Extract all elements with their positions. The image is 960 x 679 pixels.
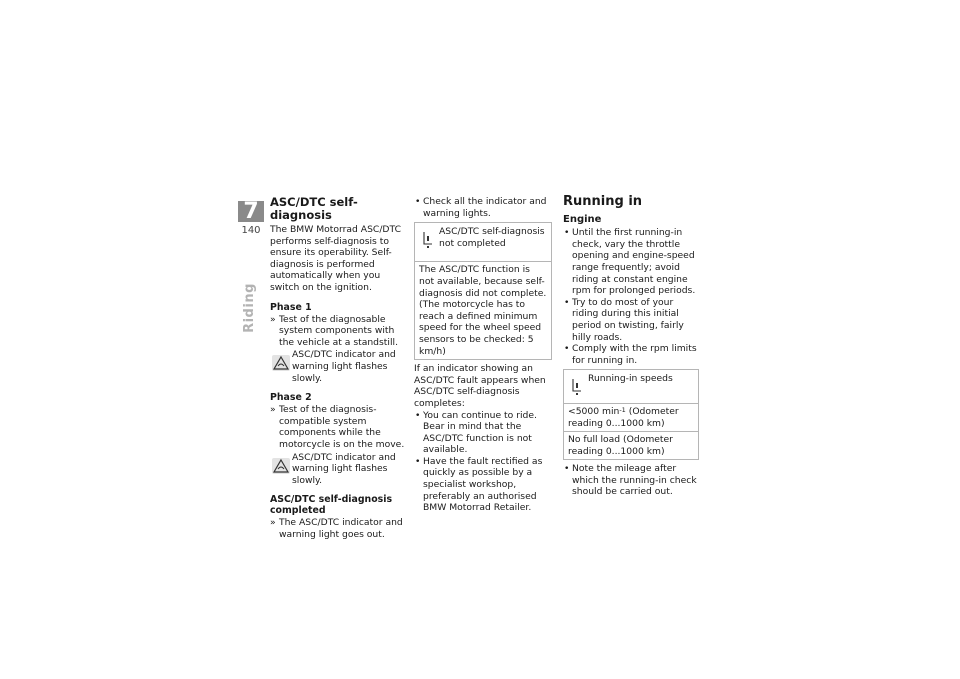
phase1-heading: Phase 1 (270, 301, 312, 313)
phase1-step: » Test of the diagnosable system components with the vehicle at a standstill. (270, 314, 407, 349)
box-header (415, 223, 551, 262)
column-check (414, 196, 552, 514)
warning-triangle-icon (272, 355, 290, 371)
fault-intro: If an indicator showing an ASC/DTC fault appears when ASC/DTC self-diagnosis completes: (414, 363, 546, 409)
rpm-limit: <5000 min (568, 405, 620, 417)
phase2-warning-text: ASC/DTC indicator and warning light flashes slowly. (292, 451, 396, 486)
section-label: Riding (242, 283, 257, 333)
column-self-diagnosis (270, 196, 407, 540)
page-number: 140 (241, 225, 261, 236)
box-title: ASC/DTC self-diagnosis not completed (439, 226, 545, 249)
list-item: • Until the first running-in check, vary the throttle opening and engine-speed range frequently; avoid riding at constant engine rpm for prolonged periods. (563, 227, 699, 297)
chapter-number: 7 (238, 201, 264, 222)
check-lights-bullet: • Check all the indicator and warning lights. (414, 196, 552, 219)
phase2-step: » Test of the diagnosis-compatible system components while the motorcycle is on the move. (270, 404, 407, 450)
list-item: • Comply with the rpm limits for running in. (563, 343, 699, 366)
list-item: • Try to do most of your riding during this initial period on twisting, fairly hilly roads. (563, 297, 699, 343)
diagnosis-not-completed-box (414, 222, 552, 360)
phase2-heading: Phase 2 (270, 392, 312, 404)
box-header (564, 370, 698, 404)
completed-heading: ASC/DTC self-diagnosis completed (270, 494, 393, 517)
section-title-running-in: Running in (563, 194, 643, 209)
box-title: Running-in speeds (588, 373, 673, 385)
speedometer-info-icon (571, 377, 583, 397)
rpm-exponent: -1 (619, 405, 626, 414)
phase1-warning (270, 349, 407, 384)
subsection-engine: Engine (563, 213, 602, 225)
box-body: The ASC/DTC function is not available, because self-diagnosis did not complete. (The motorcycle has to reach a defined minimum speed for the wheel speed sensors to be checked: 5 km/h) (419, 264, 547, 357)
section-title-self-diagnosis: ASC/DTC self- diagnosis (270, 195, 358, 222)
completed-step: » The ASC/DTC indicator and warning light goes out. (270, 517, 407, 540)
speedometer-info-icon (422, 230, 434, 250)
box-row-load: No full load (Odometer reading 0...1000 km) (564, 431, 698, 459)
intro-paragraph: The BMW Motorrad ASC/DTC performs self-diagnosis to ensure its operability. Self-diagnosis is performed automatically when you switch on the ignition. (270, 224, 401, 293)
list-item: • Have the fault rectified as quickly as possible by a specialist workshop, preferably an authorised BMW Motorrad Retailer. (414, 456, 552, 514)
phase1-warning-text: ASC/DTC indicator and warning light flashes slowly. (292, 349, 396, 384)
list-item: • You can continue to ride. Bear in mind that the ASC/DTC function is not available. (414, 410, 552, 456)
phase2-warning (270, 452, 407, 487)
column-running-in (563, 196, 699, 498)
box-row-rpm (564, 404, 698, 431)
list-item: • Note the mileage after which the running-in check should be carried out. (563, 463, 699, 498)
rpm-odometer: (Odometer reading 0...1000 km) (568, 405, 679, 429)
warning-triangle-icon (272, 458, 290, 474)
running-in-speeds-box (563, 369, 699, 460)
